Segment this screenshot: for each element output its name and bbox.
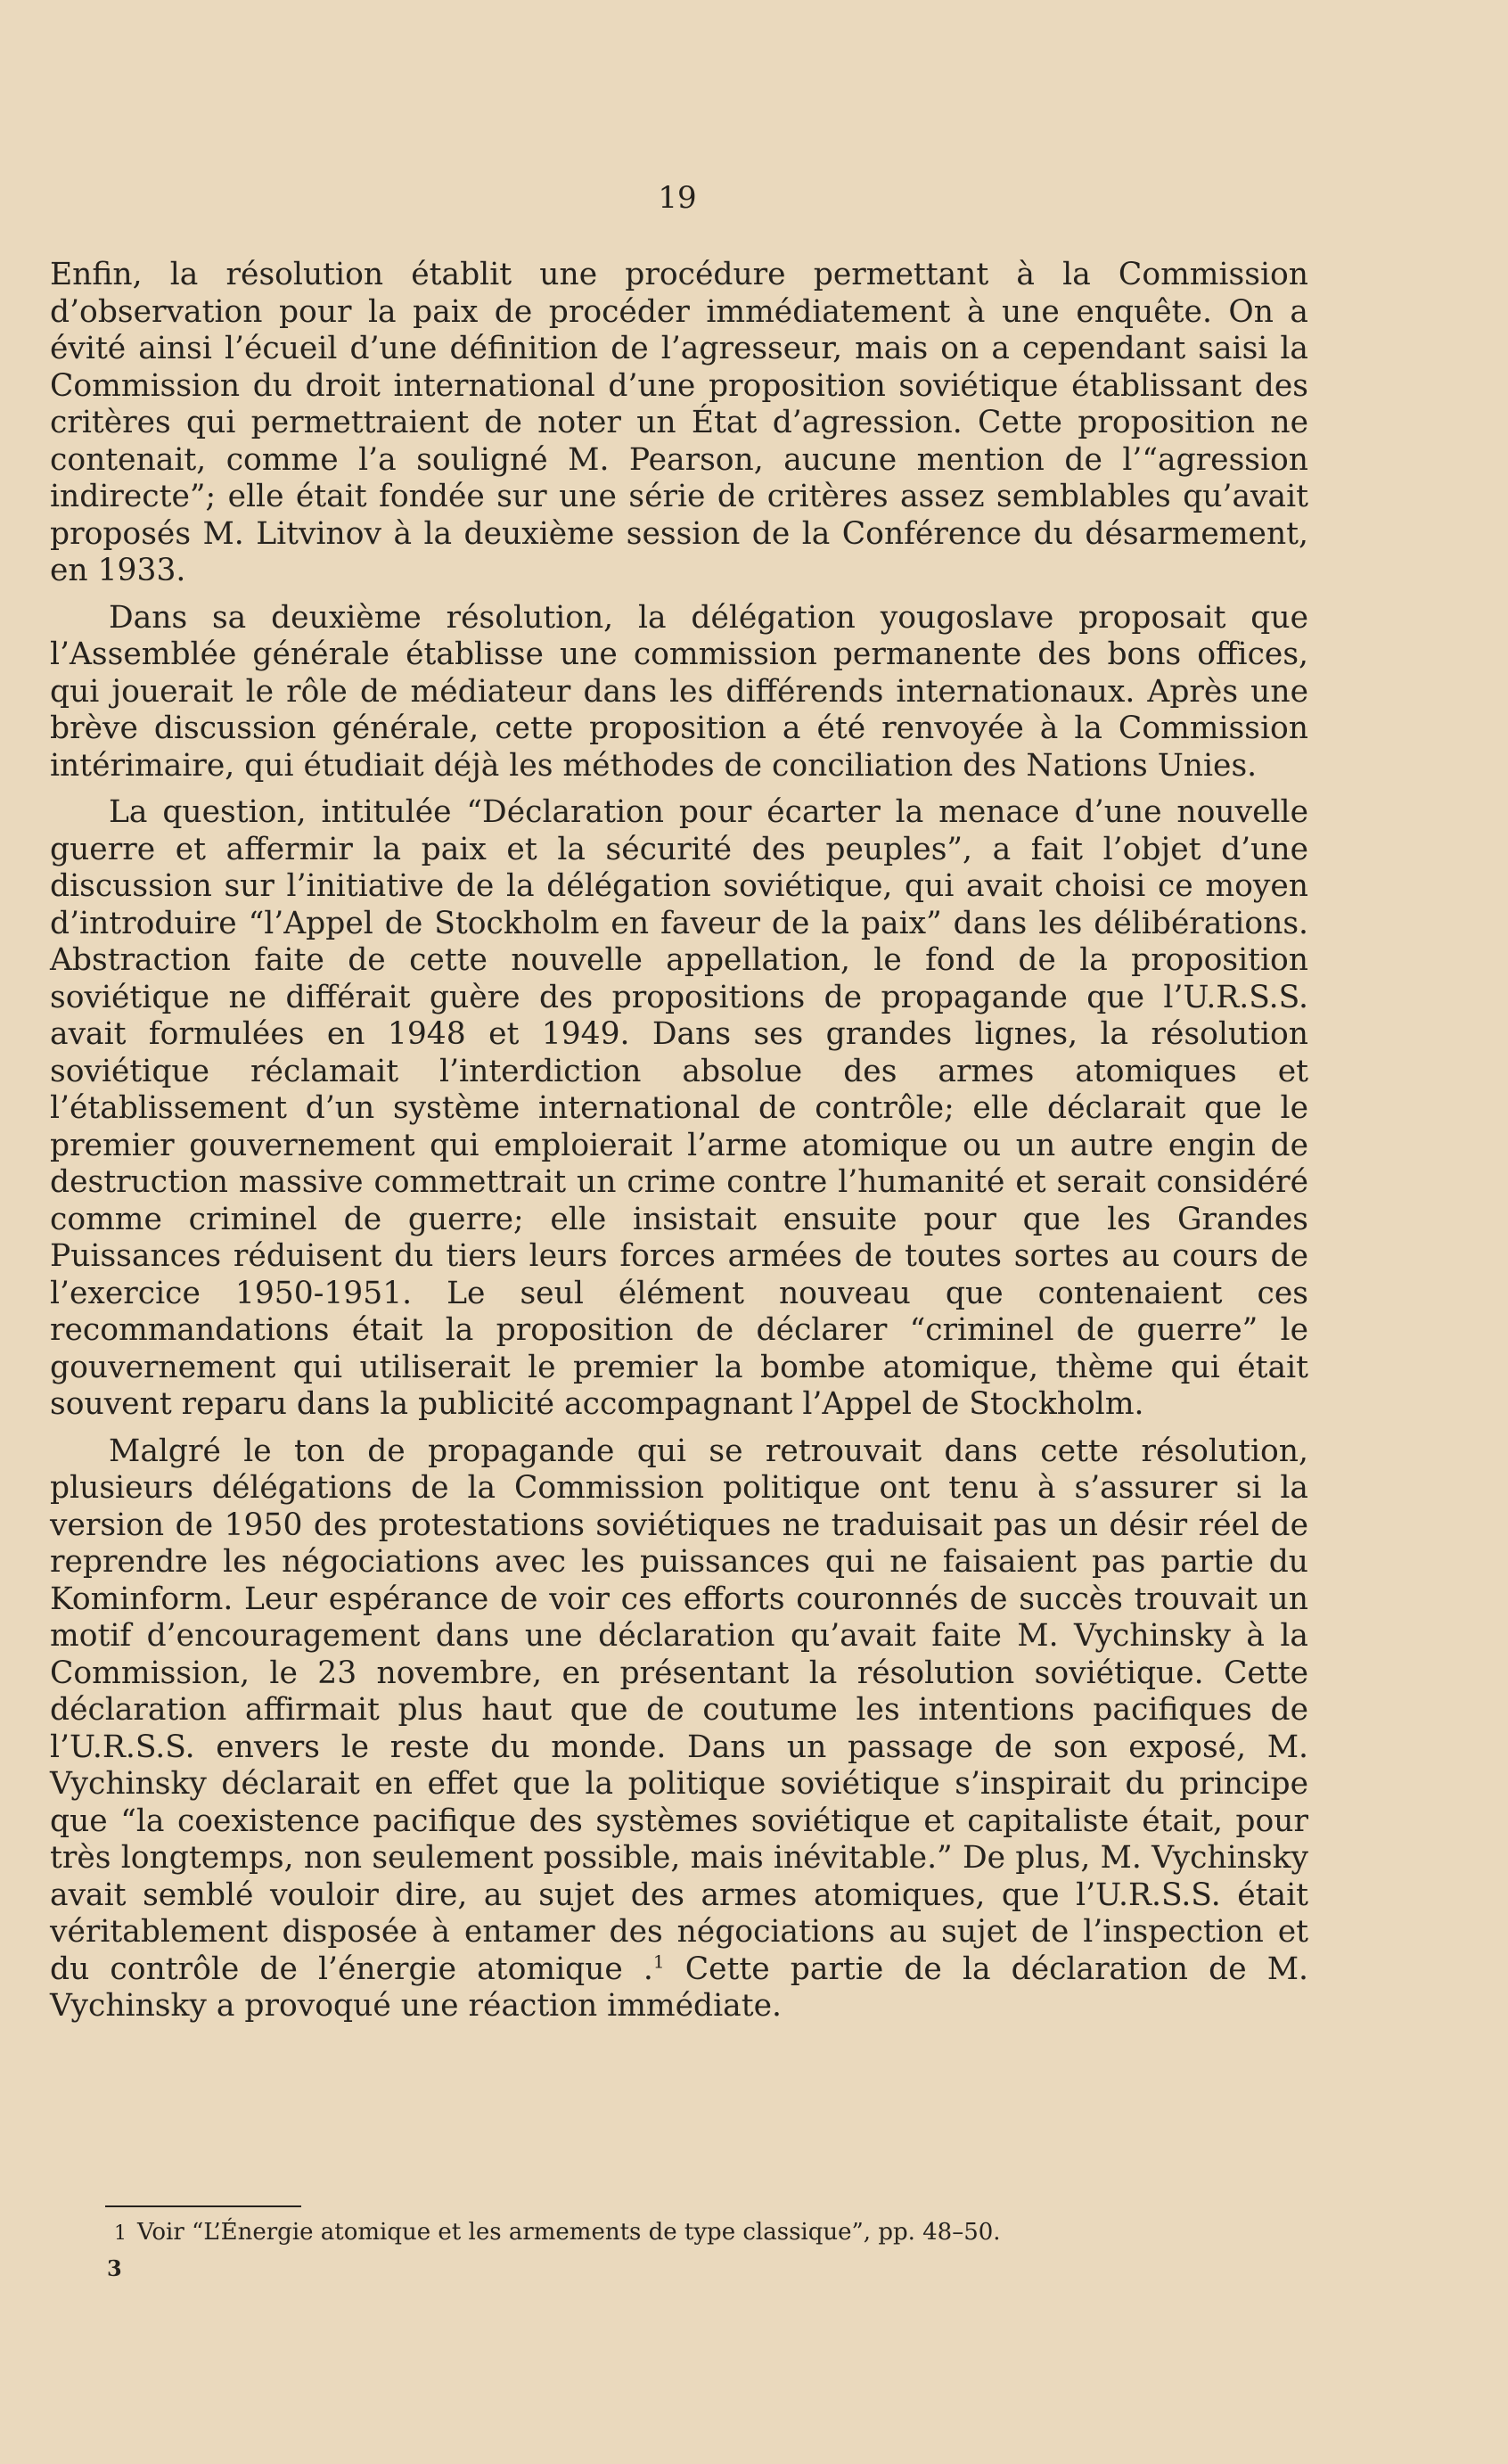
paragraph-3: La question, intitulée “Déclaration pour écarter la menace d’une nouvelle guerre et affermir la paix et la sécurité des peuples”, a fait l’objet d’une discussion sur l’initiative de la délégation soviétique, qui avait choisi ce moyen d’introduire “l’Appel de Stockholm en faveur de la paix” dans les délibérations. Abstraction faite de cette nouvelle appellation, le fond de la proposition soviétique ne différait guère des propositions de propagande que l’U.R.S.S. avait formulées en 1948 et 1949. Dans ses grandes lignes, la résolution soviétique réclamait l’interdiction absolue des armes atomiques et l’établissement d’un système international de contrôle; elle déclarait que le premier gouvernement qui emploierait l’arme atomique ou un autre engin de destruction massive commettrait un crime contre l’humanité et serait considéré comme criminel de guerre; elle insistait ensuite pour que les Grandes Puissances réduisent du tiers leurs forces armées de toutes sortes au cours de l’exercice 1950-1951. Le seul élément nouveau que contenaient ces recommandations était la proposition de déclarer “criminel de guerre” le gouvernement qui utiliserait le premier la bombe atomique, thème qui était souvent reparu dans la publicité accompagnant l’Appel de Stockholm. <box>50 794 1308 1422</box>
footnote-number: 1 <box>114 2222 127 2245</box>
signature-mark: 3 <box>107 2255 122 2281</box>
footnote-text: Voir “L’Énergie atomique et les armements de type classique”, pp. 48–50. <box>137 2219 1001 2246</box>
page-number: 19 <box>658 180 697 216</box>
footnote-divider <box>105 2205 301 2207</box>
paragraph-1: Enfin, la résolution établit une procédure permettant à la Commission d’observation pour la paix de procéder immédiatement à une enquête. On a évité ainsi l’écueil d’une définition de l’agresseur, mais on a cependant saisi la Commission du droit international d’une proposition soviétique établissant des critères qui permettraient de noter un État d’agression. Cette proposition ne contenait, comme l’a souligné M. Pearson, aucune mention de l’“agression indirecte”; elle était fondée sur une série de critères assez semblables qu’avait proposés M. Litvinov à la deuxième session de la Conférence du désarmement, en 1933. <box>50 257 1308 588</box>
paragraph-4-ending: Cette partie de la déclaration de M. Vychinsky a provoqué une réaction immédiate. <box>50 1951 1309 2024</box>
footnote-reference: 1 <box>652 1951 665 1972</box>
paragraph-2: Dans sa deuxième résolution, la délégation yougoslave proposait que l’Assemblée générale établisse une commission permanente des bons offices, qui jouerait le rôle de médiateur dans les différends internationaux. Après une brève discussion générale, cette proposition a été renvoyée à la Commission intérimaire, qui étudiait déjà les méthodes de conciliation des Nations Unies. <box>50 599 1308 784</box>
paragraph-4-text: Malgré le ton de propagande qui se retrouvait dans cette résolution, plusieurs délégations de la Commission politique ont tenu à s’assurer si la version de 1950 des protestations soviétiques ne traduisait pas un désir réel de reprendre les négociations avec les puissances qui ne faisaient pas partie du Kominform. Leur espérance de voir ces efforts couronnés de succès trouvait un motif d’encouragement dans une déclaration qu’avait faite M. Vychinsky à la Commission, le 23 novembre, en présentant la résolution soviétique. Cette déclaration affirmait plus haut que de coutume les intentions pacifiques de l’U.R.S.S. envers le reste du monde. Dans un passage de son exposé, M. Vychinsky déclarait en effet que la politique soviétique s’inspirait du principe que “la coexistence pacifique des systèmes soviétique et capitaliste était, pour très longtemps, non seulement possible, mais inévitable.” De plus, M. Vychinsky avait semblé vouloir dire, au sujet des armes atomiques, que l’U.R.S.S. était véritablement disposée à entamer des négociations au sujet de l’inspection et du contrôle de l’énergie atomique . <box>50 1433 1308 1987</box>
body-text <box>50 257 1308 2035</box>
footnote <box>114 2218 1273 2248</box>
paragraph-4 <box>50 1433 1308 2025</box>
